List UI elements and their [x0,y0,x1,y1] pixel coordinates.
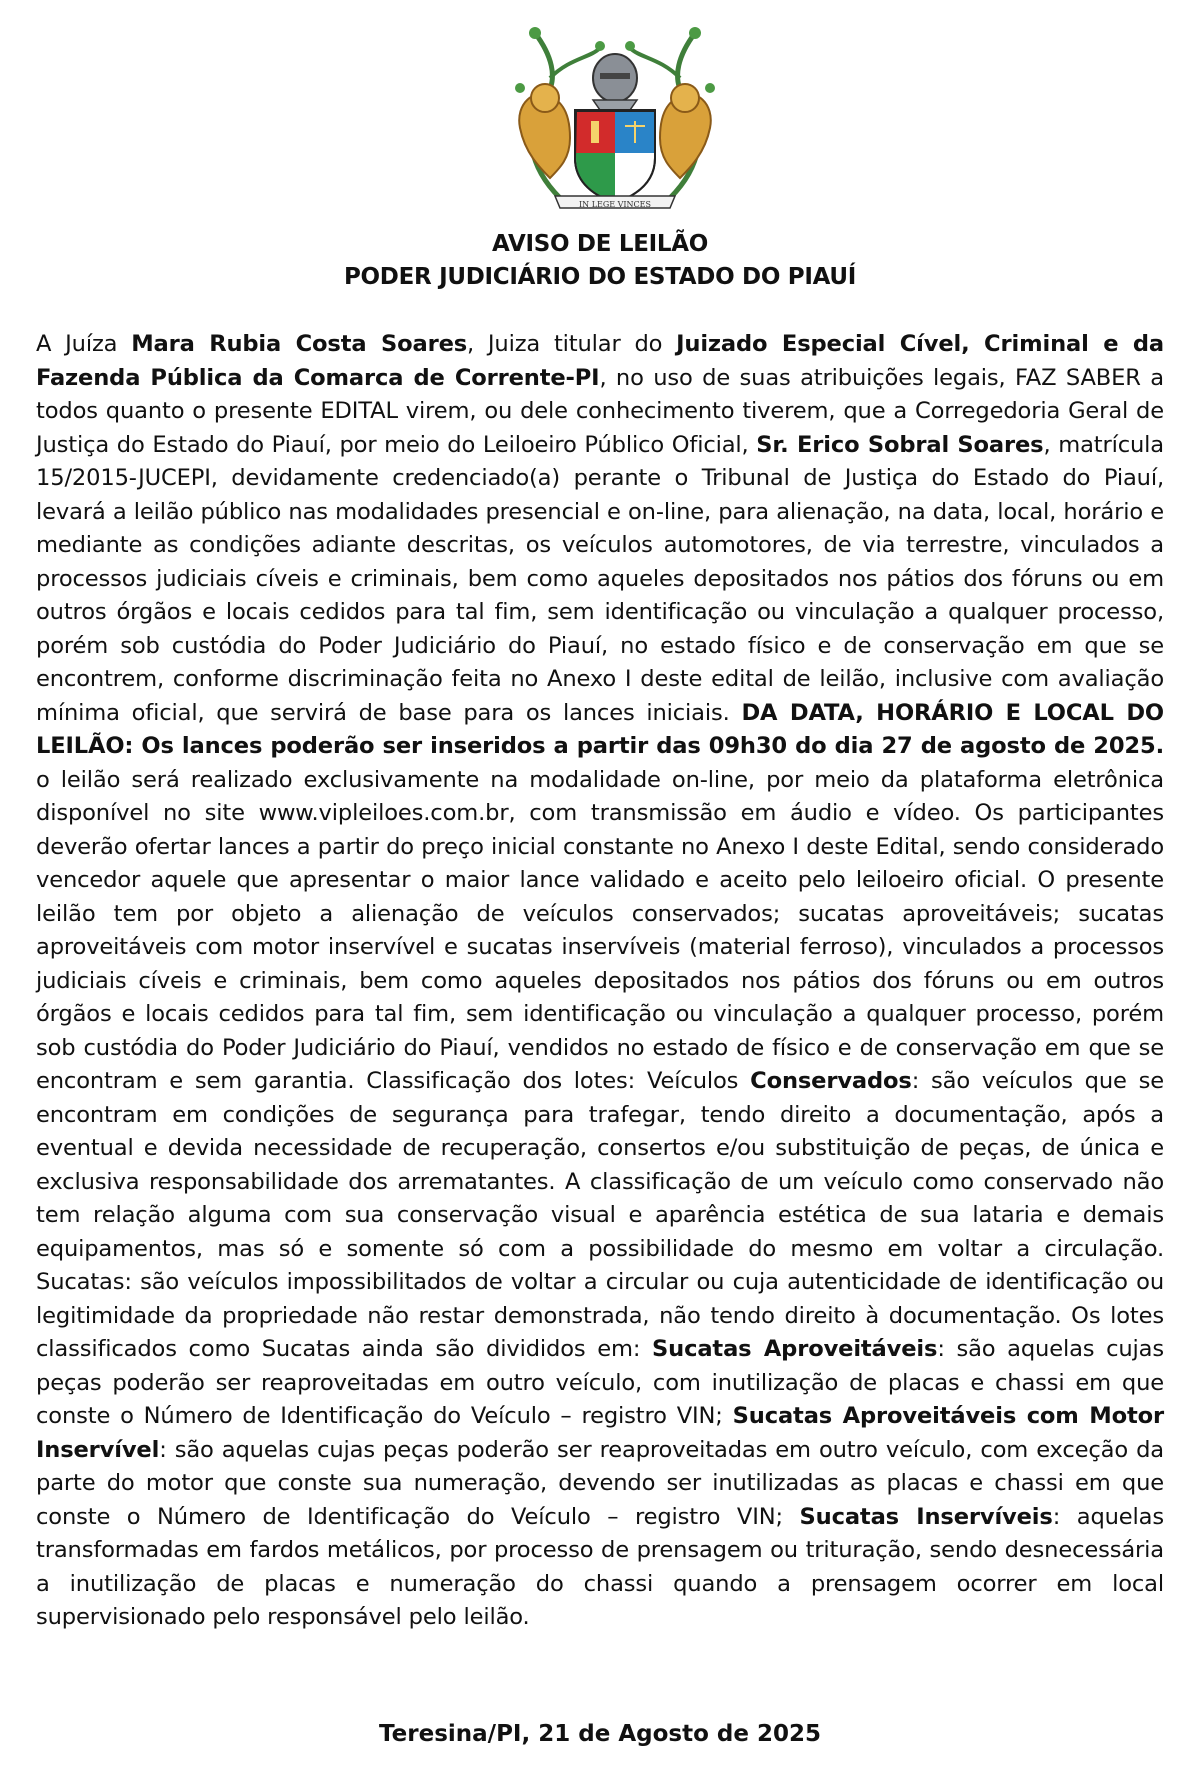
body-text-segment: : são aquelas cujas peças poderão ser reaproveitadas em outro veículo, com exceção da parte do motor que conste sua numeração, devendo ser inutilizadas as placas e chassi em que conste o Número de Identificação do Veículo – registro VIN; [36,1436,1164,1530]
judge-name: Mara Rubia Costa Soares [131,331,468,357]
sucatas-aproveitaveis-term: Sucatas Aproveitáveis [652,1336,938,1362]
sucatas-inserviveis-term: Sucatas Inservíveis [799,1503,1053,1530]
body-text-segment: , Juiza titular do [467,331,677,357]
body-text-segment: : são veículos que se encontram em condições de segurança para trafegar, tendo direito a documentação, após a eventual e devida necessidade de recuperação, consertos e/ou substituição de peças, de única e exclusiva responsabilidade dos arrematantes. A classificação de um veículo como conservado não tem relação alguma com sua conservação visual e aparência estética de sua lataria e demais equipamentos, mas só e somente só com a possibilidade do mesmo em voltar a circulação. Sucatas: são veículos impossibilitados de voltar a circular ou cuja autenticidade de identificação ou legitimidade da propriedade não restar demonstrada, não tendo direito à documentação. Os lotes classificados como Sucatas ainda são divididos em: [36,1068,1165,1362]
auction-date-section: DA DATA, HORÁRIO E LOCAL DO LEILÃO: Os lances poderão ser inseridos a partir das 09h30 do dia 27 de agosto de 2025. [36,699,1164,759]
title-block [0,228,1200,294]
auctioneer-name: Sr. Erico Sobral Soares [756,431,1044,458]
notice-body [36,328,1164,1635]
body-text-segment: o leilão será realizado exclusivamente na modalidade on-line, por meio da plataforma eletrônica disponível no site www.vipleiloes.com.br, com transmissão em áudio e vídeo. Os participantes deverão ofertar lances a partir do preço inicial constante no Anexo I deste Edital, sendo considerado vencedor aquele que apresentar o maior lance validado e aceito pelo leiloeiro oficial. O presente leilão tem por objeto a alienação de veículos conservados; sucatas aproveitáveis; sucatas aproveitáveis com motor inservível e sucatas inservíveis (material ferroso), vinculados a processos judiciais cíveis e criminais, bem como aqueles depositados nos pátios dos fóruns ou em outros órgãos e locais cedidos para tal fim, sem identificação ou vinculação a qualquer processo, porém sob custódia do Poder Judiciário do Piauí, vendidos no estado de físico e de conservação em que se encontram e sem garantia. Classificação dos lotes: Veículos [36,766,1164,1094]
body-text-segment: , matrícula 15/2015-JUCEPI, devidamente credenciado(a) perante o Tribunal de Justiça do Estado do Piauí, levará a leilão público nas modalidades presencial e on-line, para alienação, na data, local, horário e mediante as condições adiante descritas, os veículos automotores, de via terrestre, vinculados a processos judiciais cíveis e criminais, bem como aqueles depositados nos pátios dos fóruns ou em outros órgãos e locais cedidos para tal fim, sem identificação ou vinculação a qualquer processo, porém sob custódia do Poder Judiciário do Piauí, no estado físico e de conservação em que se encontrem, conforme discriminação feita no Anexo I deste edital de leilão, inclusive com avaliação mínima oficial, que servirá de base para os lances iniciais. [36,431,1165,726]
body-text-segment: : aquelas transformadas em fardos metálicos, por processo de prensagem ou trituração, sendo desnecessária a inutilização de placas e numeração do chassi quando a prensagem ocorrer em local supervisionado pelo responsável pelo leilão. [36,1503,1164,1630]
body-text-segment: : são aquelas cujas peças poderão ser reaproveitadas em outro veículo, com inutilização de placas e chassi em que conste o Número de Identificação do Veículo – registro VIN; [36,1336,1165,1429]
sucatas-motor-term: Sucatas Aproveitáveis com Motor Inservível [36,1403,1164,1463]
document-subtitle: PODER JUDICIÁRIO DO ESTADO DO PIAUÍ [343,264,857,290]
court-name: Juizado Especial Cível, Criminal e da Fazenda Pública da Comarca de Corrente-PI [36,331,1165,391]
coat-of-arms-logo [490,18,740,218]
document-title: AVISO DE LEILÃO [492,231,708,257]
place-and-date: Teresina/PI, 21 de Agosto de 2025 [379,1721,821,1747]
crest-motto: IN LEGE VINCES [578,200,651,209]
body-text-segment: , no uso de suas atribuições legais, FAZ SABER a todos quanto o presente EDITAL virem, ou dele conhecimento tiverem, que a Corregedoria Geral de Justiça do Estado do Piauí, por meio do Leiloeiro Público Oficial, [36,364,1164,458]
conservados-term: Conservados [750,1068,912,1094]
body-text-segment: A Juíza [36,331,132,357]
